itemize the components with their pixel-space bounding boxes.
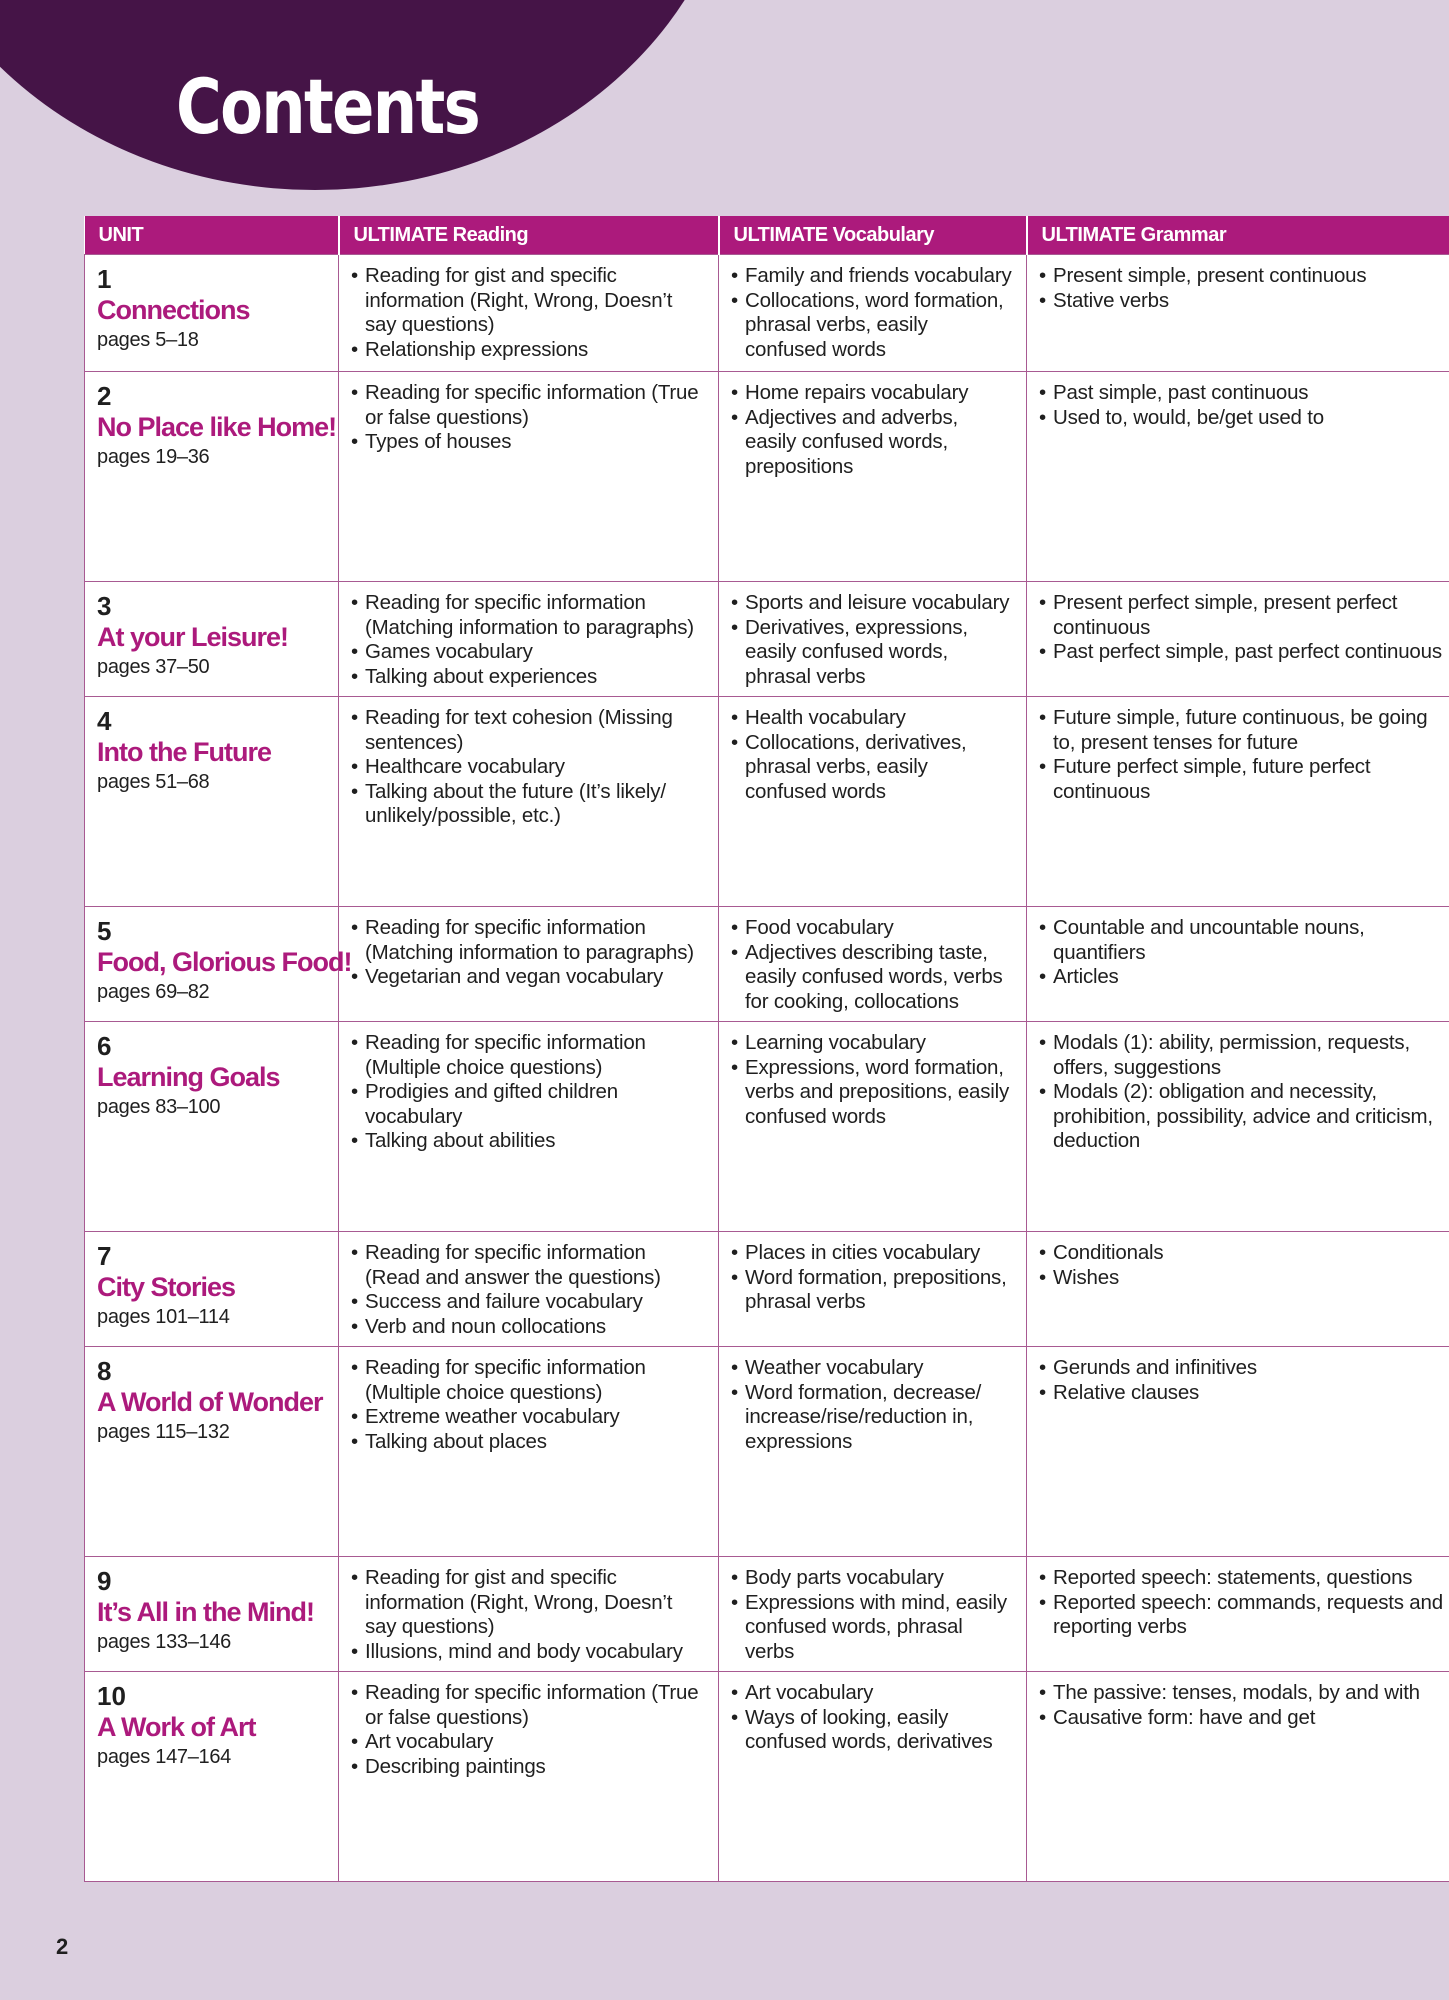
vocabulary-item: • Adjectives and adverbs, easily confused words, prepositions — [731, 406, 1014, 480]
reading-list — [351, 1681, 706, 1779]
reading-item: • Art vocabulary — [351, 1730, 706, 1755]
grammar-item: • Conditionals — [1039, 1241, 1449, 1266]
reading-cell — [339, 255, 719, 372]
grammar-item: • Modals (1): ability, permission, requests, offers, suggestions — [1039, 1031, 1449, 1080]
vocabulary-item: • Body parts vocabulary — [731, 1566, 1014, 1591]
grammar-list — [1039, 264, 1449, 313]
unit-number: 8 — [97, 1356, 112, 1386]
reading-item: • Vegetarian and vegan vocabulary — [351, 965, 706, 990]
unit-row — [85, 255, 1449, 372]
reading-item: • Reading for specific information (Read and answer the questions) — [351, 1241, 706, 1290]
unit-pages: pages 133–146 — [97, 1631, 232, 1653]
vocabulary-cell — [719, 1022, 1027, 1232]
unit-cell — [85, 255, 339, 372]
grammar-cell — [1027, 907, 1449, 1022]
vocabulary-item: • Ways of looking, easily confused words, derivatives — [731, 1706, 1014, 1755]
reading-item: • Reading for specific information (Multiple choice questions) — [351, 1031, 706, 1080]
unit-number: 1 — [97, 264, 112, 294]
unit-row — [85, 1557, 1449, 1672]
grammar-list — [1039, 1681, 1449, 1730]
vocabulary-list — [731, 916, 1014, 1014]
page-title: Contents — [176, 62, 480, 151]
grammar-item: • Future simple, future continuous, be going to, present tenses for future — [1039, 706, 1449, 755]
reading-item: • Reading for text cohesion (Missing sentences) — [351, 706, 706, 755]
unit-title: Into the Future — [97, 737, 271, 767]
unit-row — [85, 907, 1449, 1022]
grammar-list — [1039, 591, 1449, 665]
vocabulary-cell — [719, 1232, 1027, 1347]
reading-item: • Describing paintings — [351, 1755, 706, 1780]
unit-title: No Place like Home! — [97, 412, 337, 442]
grammar-list — [1039, 706, 1449, 804]
grammar-list — [1039, 1031, 1449, 1154]
unit-number: 10 — [97, 1681, 126, 1711]
grammar-item: • Reported speech: commands, requests and reporting verbs — [1039, 1591, 1449, 1640]
unit-title: Learning Goals — [97, 1062, 280, 1092]
vocabulary-list — [731, 264, 1014, 362]
unit-pages: pages 5–18 — [97, 329, 199, 351]
vocabulary-item: • Collocations, derivatives, phrasal verbs, easily confused words — [731, 731, 1014, 805]
grammar-item: • Countable and uncountable nouns, quantifiers — [1039, 916, 1449, 965]
unit-title: A Work of Art — [97, 1712, 256, 1742]
unit-cell — [85, 1347, 339, 1557]
vocabulary-cell — [719, 697, 1027, 907]
unit-number: 3 — [97, 591, 112, 621]
vocabulary-cell — [719, 1347, 1027, 1557]
grammar-cell — [1027, 697, 1449, 907]
unit-cell — [85, 1672, 339, 1882]
unit-number: 6 — [97, 1031, 112, 1061]
unit-row — [85, 582, 1449, 697]
vocabulary-item: • Word formation, decrease/ increase/rise/reduction in, expressions — [731, 1381, 1014, 1455]
grammar-item: • Future perfect simple, future perfect continuous — [1039, 755, 1449, 804]
reading-list — [351, 1031, 706, 1154]
unit-title: A World of Wonder — [97, 1387, 323, 1417]
unit-pages: pages 115–132 — [97, 1421, 230, 1443]
grammar-cell — [1027, 255, 1449, 372]
grammar-item: • Reported speech: statements, questions — [1039, 1566, 1449, 1591]
grammar-item: • Relative clauses — [1039, 1381, 1449, 1406]
reading-cell — [339, 1347, 719, 1557]
reading-item: • Types of houses — [351, 430, 706, 455]
reading-item: • Extreme weather vocabulary — [351, 1405, 706, 1430]
reading-item: • Reading for gist and specific information (Right, Wrong, Doesn’t say questions) — [351, 264, 706, 338]
reading-list — [351, 1356, 706, 1454]
unit-row — [85, 1232, 1449, 1347]
header-grammar: ULTIMATE Grammar — [1027, 216, 1449, 255]
reading-cell — [339, 1232, 719, 1347]
vocabulary-item: • Family and friends vocabulary — [731, 264, 1014, 289]
reading-cell — [339, 372, 719, 582]
grammar-item: • Articles — [1039, 965, 1449, 990]
unit-number: 9 — [97, 1566, 112, 1596]
reading-list — [351, 706, 706, 829]
vocabulary-list — [731, 591, 1014, 689]
vocabulary-cell — [719, 907, 1027, 1022]
reading-item: • Healthcare vocabulary — [351, 755, 706, 780]
vocabulary-item: • Home repairs vocabulary — [731, 381, 1014, 406]
vocabulary-cell — [719, 582, 1027, 697]
vocabulary-item: • Collocations, word formation, phrasal verbs, easily confused words — [731, 289, 1014, 363]
reading-list — [351, 1241, 706, 1339]
reading-cell — [339, 1022, 719, 1232]
reading-item: • Prodigies and gifted children vocabulary — [351, 1080, 706, 1129]
reading-item: • Games vocabulary — [351, 640, 706, 665]
unit-pages: pages 101–114 — [97, 1306, 230, 1328]
vocabulary-item: • Expressions with mind, easily confused words, phrasal verbs — [731, 1591, 1014, 1665]
reading-item: • Illusions, mind and body vocabulary — [351, 1640, 706, 1665]
vocabulary-item: • Food vocabulary — [731, 916, 1014, 941]
vocabulary-item: • Sports and leisure vocabulary — [731, 591, 1014, 616]
vocabulary-item: • Learning vocabulary — [731, 1031, 1014, 1056]
vocabulary-list — [731, 1241, 1014, 1315]
reading-cell — [339, 697, 719, 907]
unit-row — [85, 1347, 1449, 1557]
grammar-item: • Causative form: have and get — [1039, 1706, 1449, 1731]
unit-number: 7 — [97, 1241, 112, 1271]
unit-pages: pages 69–82 — [97, 981, 210, 1003]
vocabulary-item: • Places in cities vocabulary — [731, 1241, 1014, 1266]
unit-row — [85, 1022, 1449, 1232]
reading-cell — [339, 907, 719, 1022]
reading-item: • Reading for specific information (Matching information to paragraphs) — [351, 591, 706, 640]
grammar-cell — [1027, 372, 1449, 582]
vocabulary-cell — [719, 1557, 1027, 1672]
unit-row — [85, 1672, 1449, 1882]
grammar-item: • Gerunds and infinitives — [1039, 1356, 1449, 1381]
grammar-cell — [1027, 1347, 1449, 1557]
vocabulary-cell — [719, 1672, 1027, 1882]
vocabulary-item: • Weather vocabulary — [731, 1356, 1014, 1381]
reading-item: • Talking about places — [351, 1430, 706, 1455]
grammar-item: • Modals (2): obligation and necessity, prohibition, possibility, advice and criticism, deduction — [1039, 1080, 1449, 1154]
reading-item: • Reading for specific information (Multiple choice questions) — [351, 1356, 706, 1405]
unit-title: It’s All in the Mind! — [97, 1597, 314, 1627]
vocabulary-item: • Word formation, prepositions, phrasal verbs — [731, 1266, 1014, 1315]
unit-cell — [85, 907, 352, 1022]
unit-row — [85, 372, 1449, 582]
unit-number: 2 — [97, 381, 112, 411]
unit-cell — [85, 697, 339, 907]
unit-cell — [85, 1557, 339, 1672]
vocabulary-list — [731, 381, 1014, 479]
vocabulary-list — [731, 1566, 1014, 1664]
unit-cell — [85, 372, 339, 582]
reading-item: • Reading for specific information (True or false questions) — [351, 381, 706, 430]
grammar-list — [1039, 916, 1449, 990]
unit-pages: pages 19–36 — [97, 446, 210, 468]
reading-list — [351, 1566, 706, 1664]
unit-title: At your Leisure! — [97, 622, 289, 652]
grammar-item: • Present simple, present continuous — [1039, 264, 1449, 289]
unit-cell — [85, 1232, 339, 1347]
table-header — [85, 216, 1449, 255]
grammar-cell — [1027, 1232, 1449, 1347]
grammar-item: • Past simple, past continuous — [1039, 381, 1449, 406]
reading-item: • Talking about experiences — [351, 665, 706, 690]
reading-item: • Reading for gist and specific information (Right, Wrong, Doesn’t say questions) — [351, 1566, 706, 1640]
reading-list — [351, 264, 706, 362]
grammar-item: • Past perfect simple, past perfect continuous — [1039, 640, 1449, 665]
reading-item: • Verb and noun collocations — [351, 1315, 706, 1340]
page-number: 2 — [56, 1934, 69, 1959]
reading-list — [351, 381, 706, 455]
grammar-list — [1039, 381, 1449, 430]
grammar-item: • The passive: tenses, modals, by and with — [1039, 1681, 1449, 1706]
grammar-cell — [1027, 1557, 1449, 1672]
grammar-item: • Wishes — [1039, 1266, 1449, 1291]
vocabulary-list — [731, 1681, 1014, 1755]
reading-item: • Talking about the future (It’s likely/ unlikely/possible, etc.) — [351, 780, 706, 829]
reading-item: • Talking about abilities — [351, 1129, 706, 1154]
vocabulary-item: • Adjectives describing taste, easily confused words, verbs for cooking, collocations — [731, 941, 1014, 1015]
vocabulary-item: • Health vocabulary — [731, 706, 1014, 731]
unit-title: City Stories — [97, 1272, 236, 1302]
unit-cell — [85, 582, 339, 697]
unit-title: Food, Glorious Food! — [97, 947, 352, 977]
grammar-list — [1039, 1356, 1449, 1405]
reading-list — [351, 591, 706, 689]
unit-pages: pages 51–68 — [97, 771, 210, 793]
vocabulary-list — [731, 1356, 1014, 1454]
grammar-list — [1039, 1566, 1449, 1640]
grammar-list — [1039, 1241, 1449, 1290]
header-vocabulary: ULTIMATE Vocabulary — [719, 216, 1027, 255]
unit-pages: pages 147–164 — [97, 1746, 232, 1768]
contents-table — [84, 216, 1449, 1882]
vocabulary-list — [731, 1031, 1014, 1129]
vocabulary-item: • Derivatives, expressions, easily confused words, phrasal verbs — [731, 616, 1014, 690]
reading-item: • Relationship expressions — [351, 338, 706, 363]
header-unit: UNIT — [85, 216, 339, 255]
unit-cell — [85, 1022, 339, 1232]
reading-list — [351, 916, 706, 990]
reading-item: • Reading for specific information (Matching information to paragraphs) — [351, 916, 706, 965]
reading-item: • Reading for specific information (True or false questions) — [351, 1681, 706, 1730]
vocabulary-list — [731, 706, 1014, 804]
grammar-cell — [1027, 1022, 1449, 1232]
unit-row — [85, 697, 1449, 907]
unit-title: Connections — [97, 295, 250, 325]
vocabulary-item: • Expressions, word formation, verbs and prepositions, easily confused words — [731, 1056, 1014, 1130]
reading-cell — [339, 1557, 719, 1672]
reading-cell — [339, 1672, 719, 1882]
grammar-item: • Used to, would, be/get used to — [1039, 406, 1449, 431]
grammar-cell — [1027, 1672, 1449, 1882]
vocabulary-item: • Art vocabulary — [731, 1681, 1014, 1706]
unit-pages: pages 37–50 — [97, 656, 210, 678]
grammar-cell — [1027, 582, 1449, 697]
reading-cell — [339, 582, 719, 697]
unit-number: 4 — [97, 706, 112, 736]
grammar-item: • Stative verbs — [1039, 289, 1449, 314]
unit-number: 5 — [97, 916, 112, 946]
vocabulary-cell — [719, 255, 1027, 372]
header-reading: ULTIMATE Reading — [339, 216, 719, 255]
vocabulary-cell — [719, 372, 1027, 582]
grammar-item: • Present perfect simple, present perfect continuous — [1039, 591, 1449, 640]
unit-pages: pages 83–100 — [97, 1096, 221, 1118]
reading-item: • Success and failure vocabulary — [351, 1290, 706, 1315]
